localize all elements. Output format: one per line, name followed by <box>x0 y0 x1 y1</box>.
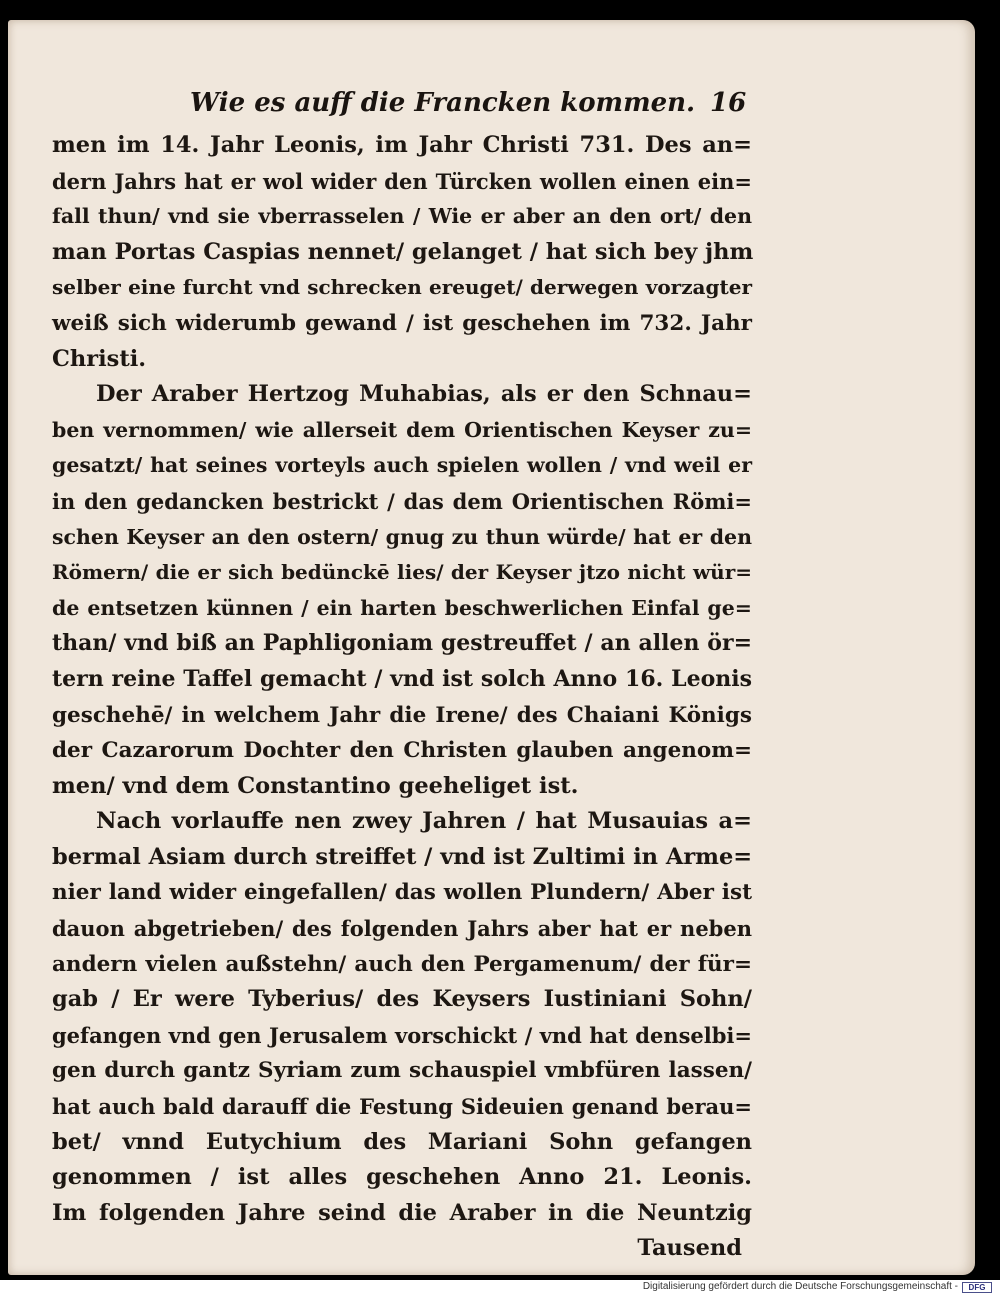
text-line: Römern/ die er sich bedünckē lies/ der Keyser jtzo nicht wür= <box>52 560 752 585</box>
text-line: dauon abgetrieben/ des folgenden Jahrs aber hat er neben <box>52 916 752 942</box>
text-line: Christi. <box>52 345 147 372</box>
text-line: man Portas Caspias nennet/ gelanget / hat sich bey jhm <box>52 238 754 265</box>
text-line: men im 14. Jahr Leonis, im Jahr Christi 731. Des an= <box>52 132 752 158</box>
text-line: tern reine Taffel gemacht / vnd ist solch Anno 16. Leonis <box>52 665 752 692</box>
page-number: 16 <box>710 88 747 118</box>
dfg-logo-icon: DFG <box>962 1282 992 1293</box>
text-line: schen Keyser an den ostern/ gnug zu thun würde/ hat er den <box>52 524 752 549</box>
text-line: men/ vnd dem Constantino geeheliget ist. <box>52 772 579 799</box>
text-line: hat auch bald darauff die Festung Sideuien genand berau= <box>52 1094 752 1120</box>
text-line: gefangen vnd gen Jerusalem vorschickt / vnd hat denselbi= <box>52 1022 752 1048</box>
text-line: genommen / ist alles geschehen Anno 21. Leonis. <box>52 1164 752 1191</box>
text-line: gab / Er were Tyberius/ des Keysers Iustiniani Sohn/ <box>52 986 752 1013</box>
text-line: Im folgenden Jahre seind die Araber in die Neuntzig <box>52 1199 752 1226</box>
text-line: dern Jahrs hat er wol wider den Türcken wollen einen ein= <box>52 168 752 194</box>
text-line: Nach vorlauffe nen zwey Jahren / hat Musauias a= <box>96 808 752 835</box>
text-line: weiß sich widerumb gewand / ist geschehen im 732. Jahr <box>52 310 752 336</box>
text-line: bermal Asiam durch streiffet / vnd ist Zultimi in Arme= <box>52 843 753 870</box>
text-line: de entsetzen künnen / ein harten beschwerlichen Einfal ge= <box>52 595 752 620</box>
body-text <box>52 128 752 1267</box>
text-line: geschehē/ in welchem Jahr die Irene/ des Chaiani Königs <box>52 702 752 728</box>
catchword: Tausend <box>637 1235 742 1262</box>
text-line: selber eine furcht vnd schrecken ereuget/ derwegen vorzagter <box>52 275 752 300</box>
funding-credit: Digitalisierung gefördert durch die Deutsche Forschungsgemeinschaft - <box>642 1281 958 1292</box>
text-line: in den gedancken bestrickt / das dem Orientischen Römi= <box>52 488 752 514</box>
text-line: fall thun/ vnd sie vberrasselen / Wie er aber an den ort/ den <box>52 204 752 229</box>
text-line: Der Araber Hertzog Muhabias, als er den Schnau= <box>96 381 752 408</box>
text-line: der Cazarorum Dochter den Christen glauben angenom= <box>52 738 752 764</box>
running-title: Wie es auff die Francken kommen. <box>190 88 696 118</box>
text-line: ben vernommen/ wie allerseit dem Orientischen Keyser zu= <box>52 417 752 442</box>
text-line: gesatzt/ hat seines vorteyls auch spielen wollen / vnd weil er <box>52 453 752 478</box>
text-line: andern vielen außstehn/ auch den Pergamenum/ der für= <box>52 951 752 977</box>
text-line: gen durch gantz Syriam zum schauspiel vmbfüren lassen/ <box>52 1058 752 1084</box>
page-header <box>190 88 770 128</box>
text-line: than/ vnd biß an Paphligoniam gestreuffet / an allen ör= <box>52 630 752 657</box>
text-line: nier land wider eingefallen/ das wollen Plundern/ Aber ist <box>52 880 752 906</box>
digitization-footer <box>0 1280 1000 1295</box>
text-line: bet/ vnnd Eutychium des Mariani Sohn gefangen <box>52 1128 752 1155</box>
